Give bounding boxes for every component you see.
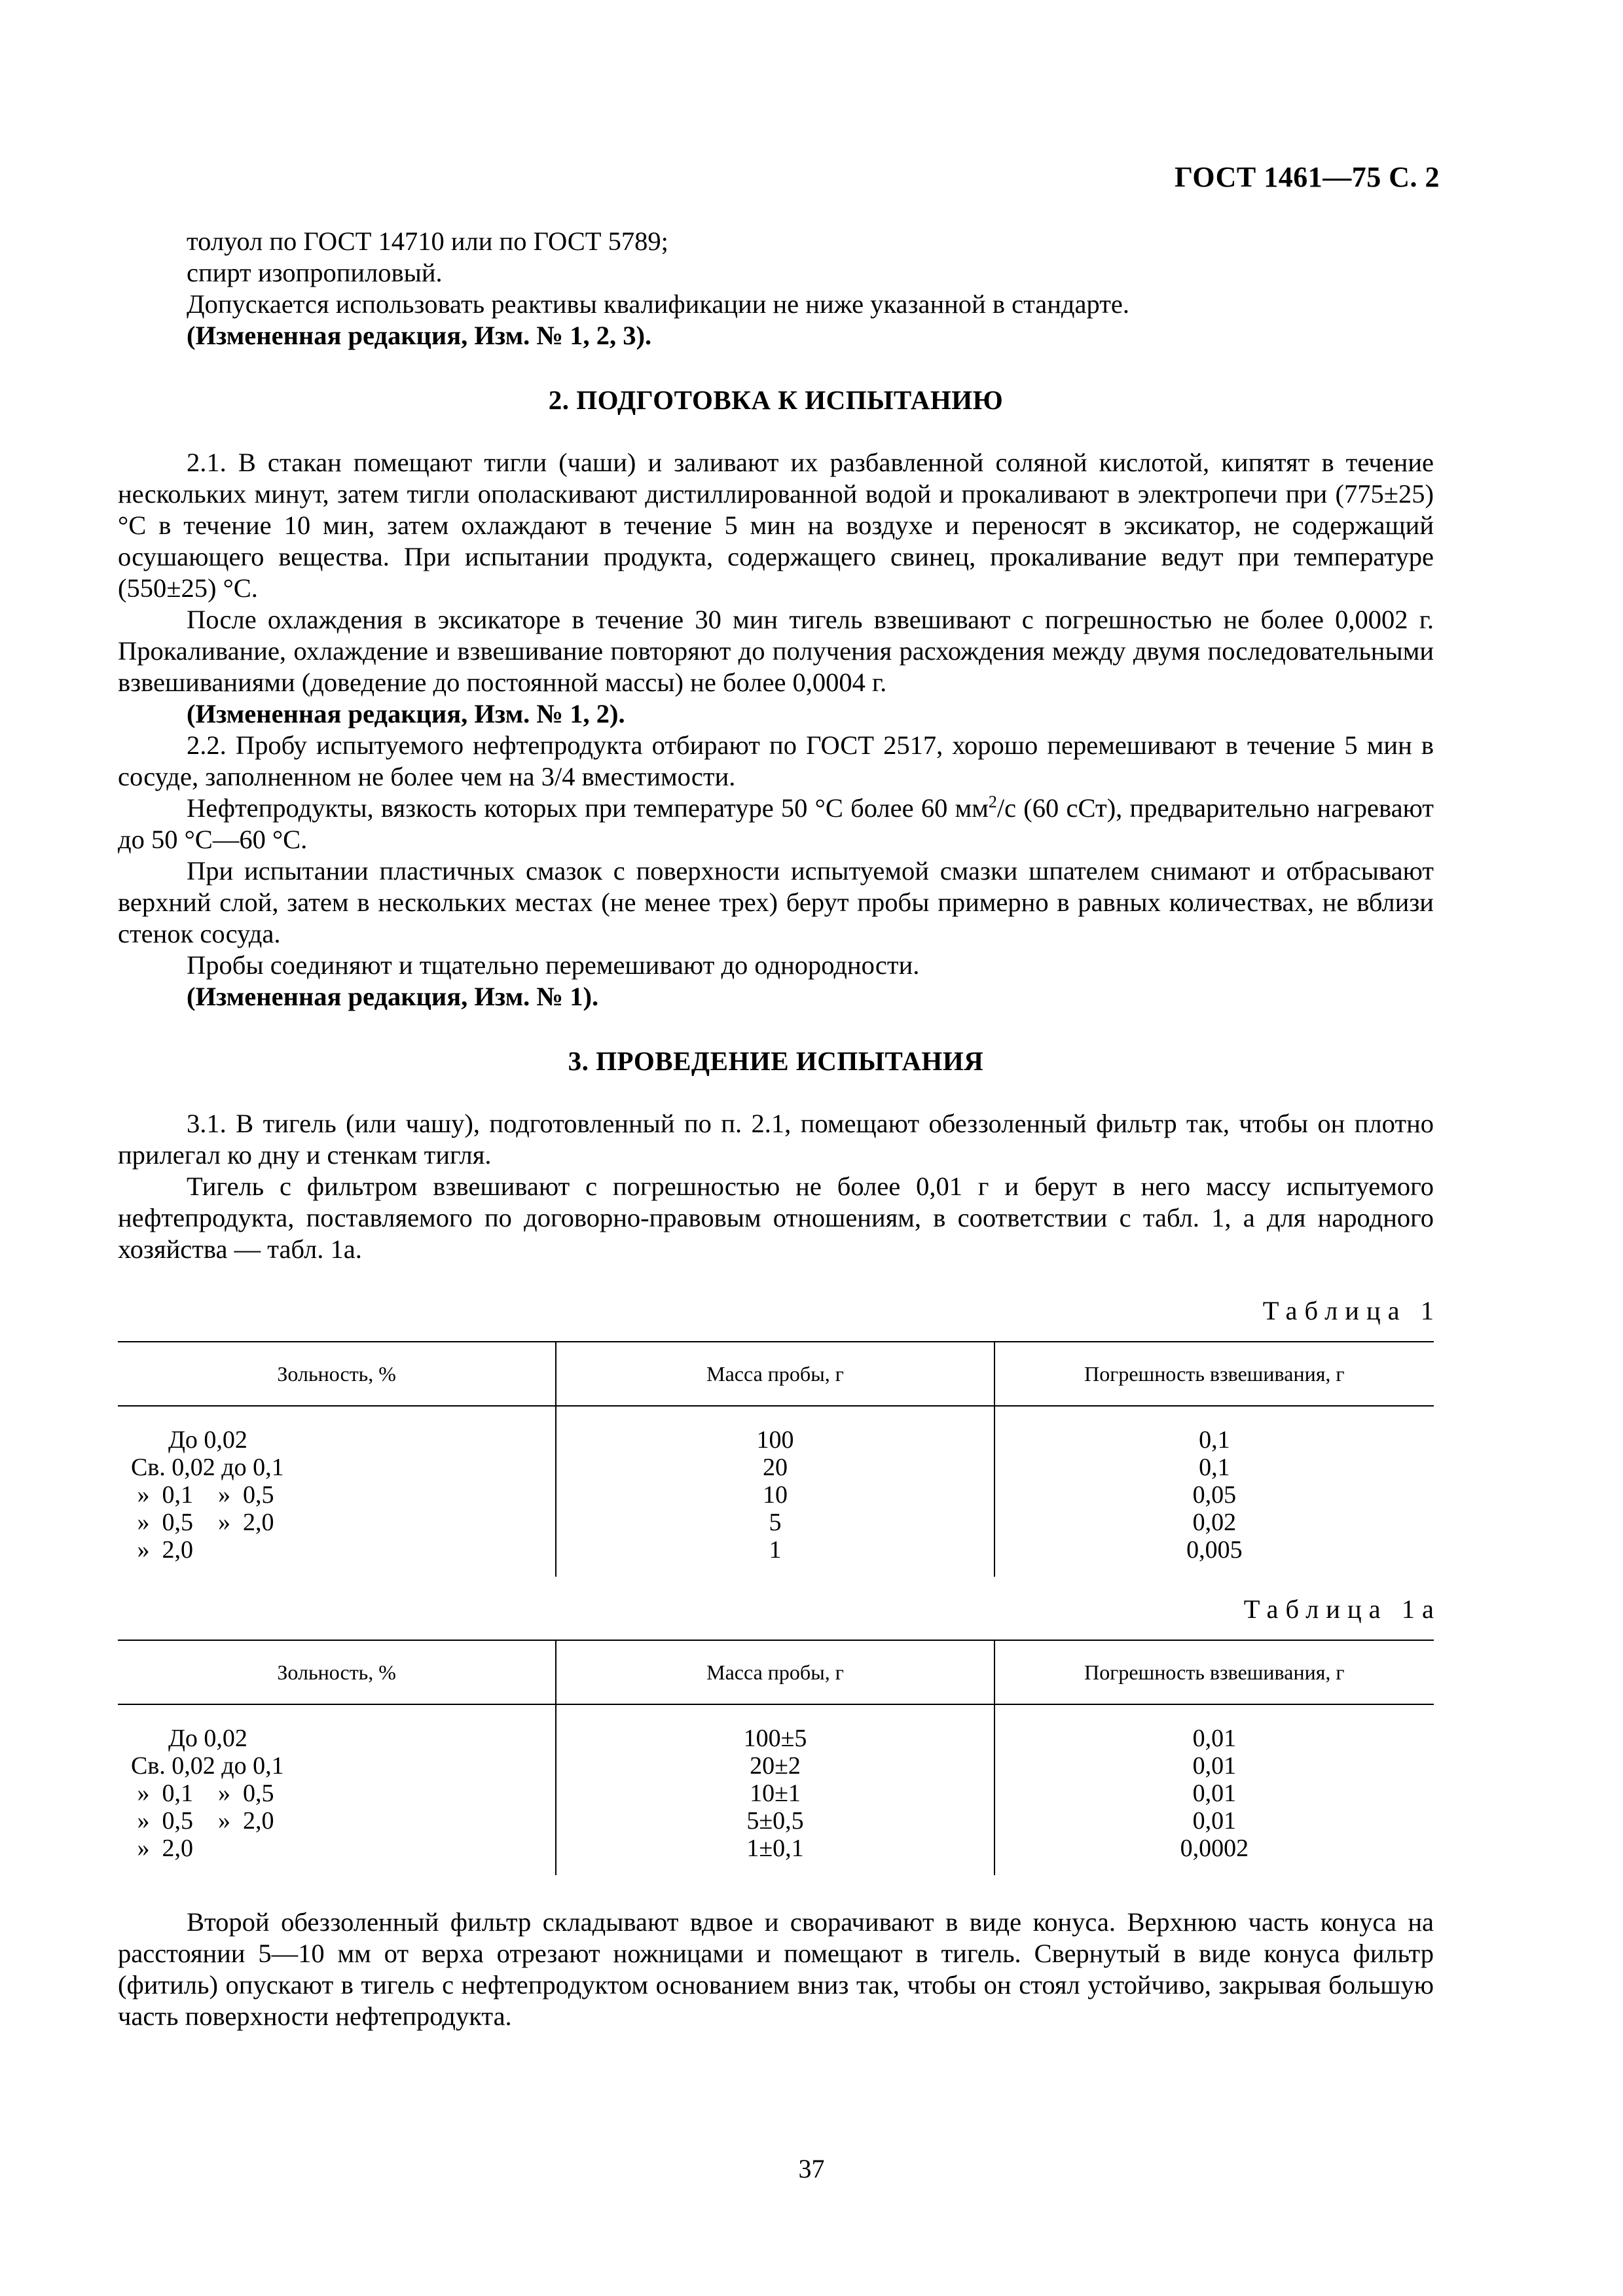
table-1a [118, 1640, 1434, 1875]
page-header: ГОСТ 1461—75 С. 2 [1174, 161, 1440, 193]
column-header: Зольность, % [118, 1640, 556, 1704]
table-1a-caption: Таблица 1а [1243, 1594, 1441, 1624]
page-body [118, 226, 1441, 2032]
paragraph-2-1: 2.1. В стакан помещают тигли (чаши) и заливают их разбавленной соляной кислотой, кипятят в течение нескольких минут, затем тигли ополаскивают дистиллированной водой и прокаливают в электропечи при (775±25) °С в течение 10 мин, затем охлаждают в течение 5 мин на воздухе и переносят в эксикатор, не содержащий осушающего вещества. При испытании продукта, содержащего свинец, прокаливание ведут при температуре (550±25) °С. [118, 448, 1434, 603]
weighing-error-cell: 0,1 0,1 0,05 0,02 0,005 [1186, 1426, 1243, 1564]
table-1 [118, 1341, 1434, 1577]
ash-content-cell: До 0,02 Св. 0,02 до 0,1 » 0,1 » 0,5 » 0,5 » 2,0 » 2,0 [131, 1426, 284, 1564]
paragraph-3-1: 3.1. В тигель (или чашу), подготовленный по п. 2.1, помещают обеззоленный фильтр так, чтобы он плотно прилегал ко дну и стенкам тигля. [118, 1109, 1434, 1170]
table-row [118, 1406, 1434, 1577]
weighing-error-cell: 0,01 0,01 0,01 0,01 0,0002 [1180, 1725, 1249, 1862]
paragraph-2-2: 2.2. Пробу испытуемого нефтепродукта отбирают по ГОСТ 2517, хорошо перемешивают в течение 5 мин в сосуде, заполненном не более чем на 3/4 вместимости. [118, 730, 1434, 791]
paragraph-3-1b: Тигель с фильтром взвешивают с погрешностью не более 0,01 г и берут в него массу испытуемого нефтепродукта, поставляемого по договорно-правовым отношениям, в соответствии с табл. 1, а для народного хозяйства — табл. 1а. [118, 1172, 1434, 1264]
reagent-list [118, 226, 1434, 351]
paragraph-2-2c: При испытании пластичных смазок с поверхности испытуемой смазки шпателем снимают и отбрасывают верхний слой, затем в нескольких местах (не менее трех) берут пробы примерно в равных количествах, не вблизи стенок сосуда. [118, 856, 1434, 948]
table-row [118, 1704, 1434, 1875]
section-2-title: 2. ПОДГОТОВКА К ИСПЫТАНИЮ [548, 385, 1004, 415]
paragraph-2-2b: Нефтепродукты, вязкость которых при температуре 50 °С более 60 $мм^2/с$ (60 сСт), предварительно нагревают до 50 °С—60 °С. [118, 792, 1434, 854]
paragraph-final: Второй обеззоленный фильтр складывают вдвое и сворачивают в виде конуса. Верхнюю часть конуса на расстоянии 5—10 мм от верха отрезают ножницами и помещают в тигель. Свернутый в виде конуса фильтр (фитиль) опускают в тигель с нефтепродуктом основанием вниз так, чтобы он стоял устойчиво, закрывая большую часть поверхности нефтепродукта. [118, 1907, 1434, 2031]
reagent-line: спирт изопропиловый. [187, 258, 443, 287]
paragraph-2-2d: Пробы соединяют и тщательно перемешивают до однородности. [187, 950, 920, 980]
page-number: 37 [798, 2154, 825, 2183]
reagent-line: толуол по ГОСТ 14710 или по ГОСТ 5789; [187, 226, 668, 256]
ash-content-cell: До 0,02 Св. 0,02 до 0,1 » 0,1 » 0,5 » 0,5 » 2,0 » 2,0 [131, 1725, 284, 1862]
column-header: Погрешность взвешивания, г [994, 1342, 1434, 1406]
sample-mass-cell: 100±5 20±2 10±1 5±0,5 1±0,1 [743, 1725, 807, 1862]
sample-mass-cell: 100 20 10 5 1 [756, 1426, 794, 1564]
column-header: Зольность, % [118, 1342, 556, 1406]
column-header: Погрешность взвешивания, г [994, 1640, 1434, 1704]
section-3-title: 3. ПРОВЕДЕНИЕ ИСПЫТАНИЯ [568, 1046, 984, 1076]
revision-note: (Измененная редакция, Изм. № 1, 2, 3). [187, 321, 652, 350]
column-header: Масса пробы, г [556, 1640, 994, 1704]
reagent-note: Допускается использовать реактивы квалификации не ниже указанной в стандарте. [187, 289, 1130, 319]
column-header: Масса пробы, г [556, 1342, 994, 1406]
revision-note: (Измененная редакция, Изм. № 1). [187, 982, 599, 1011]
table-1-caption: Таблица 1 [1262, 1296, 1441, 1325]
paragraph-2-1b: После охлаждения в эксикаторе в течение 30 мин тигель взвешивают с погрешностью не более 0,0002 г. Прокаливание, охлаждение и взвешивание повторяют до получения расхождения между двумя последовательными взвешиваниями (доведение до постоянной массы) не более 0,0004 г. [118, 605, 1434, 697]
revision-note: (Измененная редакция, Изм. № 1, 2). [187, 699, 625, 728]
